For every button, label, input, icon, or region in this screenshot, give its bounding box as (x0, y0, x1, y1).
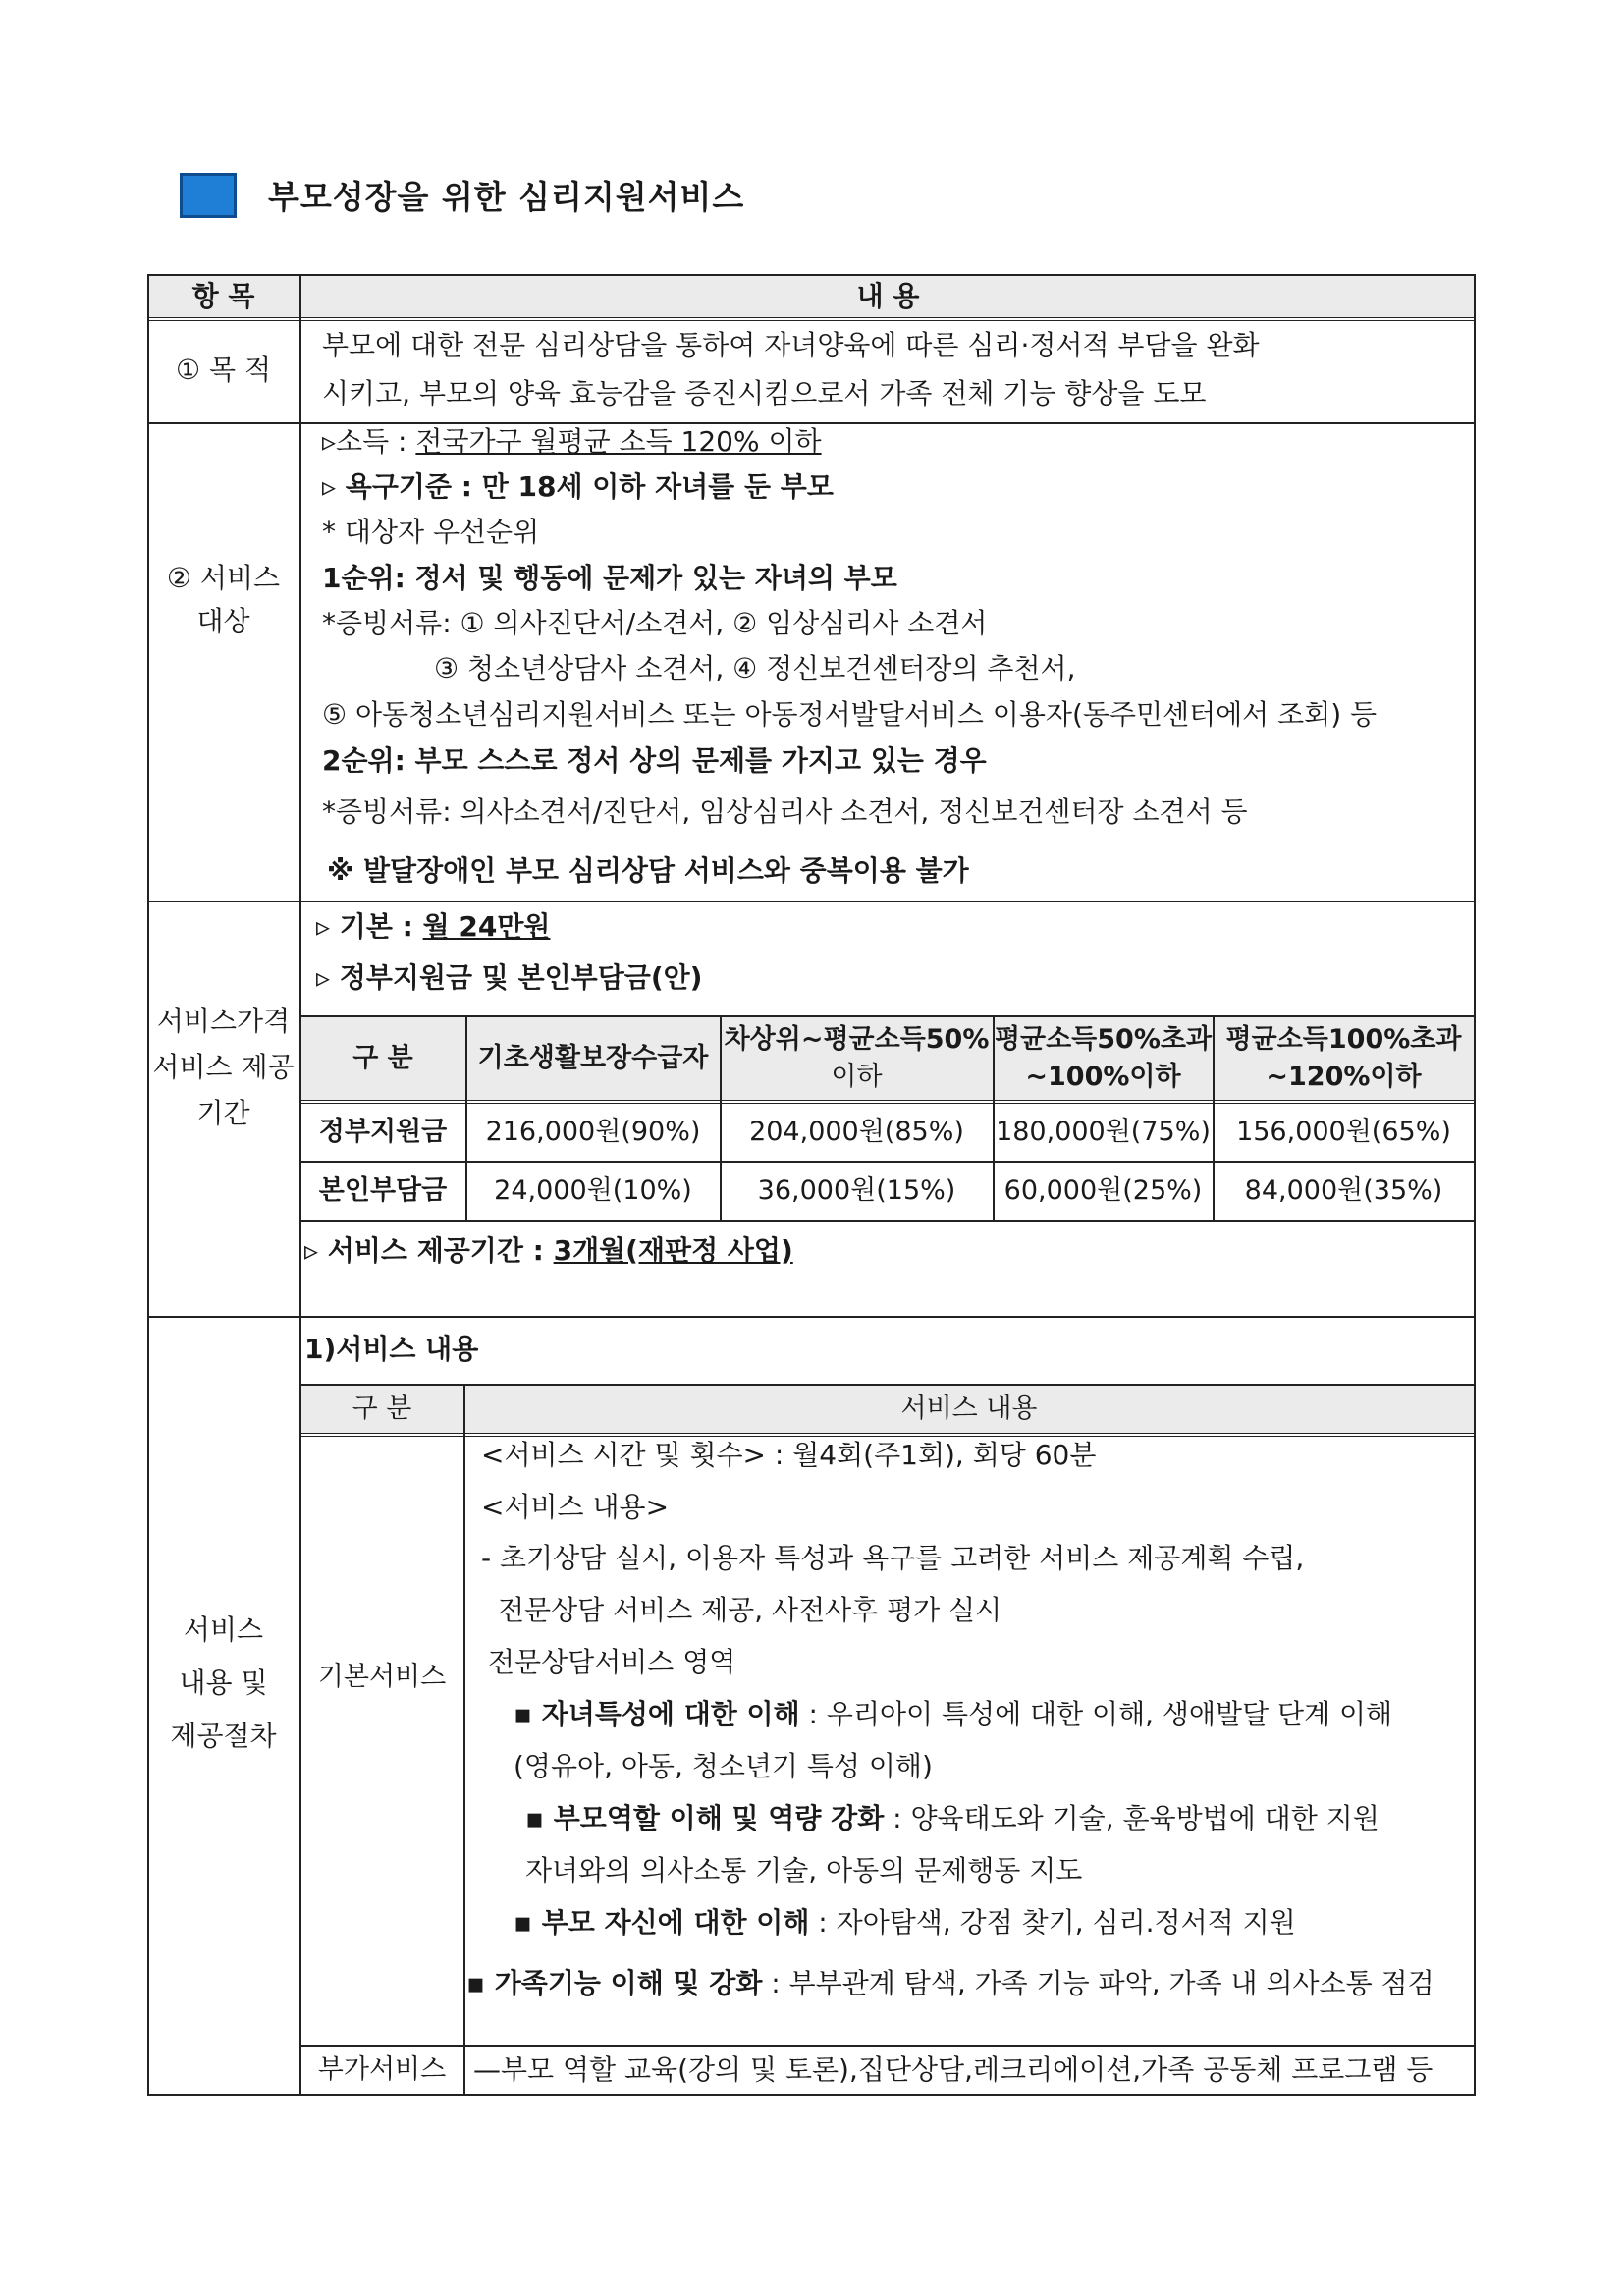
income-prefix: ▹소득 : (322, 425, 416, 458)
area-desc: : 양육태도와 기술, 훈육방법에 대한 지원 (884, 1802, 1380, 1834)
price-cell: 216,000원(90%) (485, 1117, 701, 1147)
price-cell: 180,000원(75%) (996, 1117, 1211, 1147)
duplicate-use-notice: ※ 발달장애인 부모 심리상담 서비스와 중복이용 불가 (327, 854, 969, 887)
priority-2-docs: *증빙서류: 의사소견서/진단서, 임상심리사 소견서, 정신보건센터장 소견서 등 (322, 795, 1248, 828)
basic-service-line: (영유아, 아동, 청소년기 특성 이해) (514, 1750, 933, 1782)
price-label-line: 기간 (196, 1097, 250, 1129)
content-table-line (300, 1433, 1476, 1437)
priority-1-docs: *증빙서류: ① 의사진단서/소견서, ② 임상심리사 소견서 (322, 607, 988, 639)
base-price (316, 910, 550, 944)
document-title: 부모성장을 위한 심리지원서비스 (268, 178, 745, 216)
extra-service-text: —부모 역할 교육(강의 및 토론),집단상담,레크리에이션,가족 공동체 프로그램 등 (473, 2053, 1434, 2086)
basic-service-line (514, 1906, 1296, 1940)
price-table-header (1214, 1017, 1474, 1100)
square-bullet-icon (180, 173, 237, 218)
income-value: 전국가구 월평균 소득 120% 이하 (415, 425, 822, 458)
basic-service-line: 전문상담서비스 영역 (488, 1646, 736, 1678)
purpose-label: ① 목 적 (176, 354, 271, 386)
basic-service-line: 자녀와의 의사소통 기술, 아동의 문제행동 지도 (525, 1854, 1083, 1886)
price-label (147, 998, 299, 1136)
service-period-value: 3개월(재판정 사업) (553, 1234, 793, 1267)
row-divider (147, 1316, 1476, 1318)
basic-service-line (514, 1698, 1392, 1731)
price-table-header (721, 1017, 993, 1100)
price-cell: 204,000원(85%) (749, 1117, 964, 1147)
content-label (147, 1604, 299, 1763)
price-table-header (994, 1017, 1213, 1100)
basic-service-line: - 초기상담 실시, 이용자 특성과 욕구를 고려한 서비스 제공계획 수립, (481, 1542, 1305, 1574)
price-table-line (300, 1220, 1476, 1222)
priority-2: 2순위: 부모 스스로 정서 상의 문제를 가지고 있는 경우 (322, 744, 987, 777)
price-cell: 36,000원(15%) (757, 1175, 956, 1206)
priority-1-docs: ⑤ 아동청소년심리지원서비스 또는 아동정서발달서비스 이용자(동주민센터에서 조회) 등 (322, 698, 1378, 731)
price-cell: 156,000원(65%) (1236, 1117, 1451, 1147)
price-table-header-line: 이하 (831, 1062, 883, 1092)
priority-1-docs: ③ 청소년상담사 소견서, ④ 정신보건센터장의 추천서, (434, 652, 1076, 684)
share-title: ▹ 정부지원금 및 본인부담금(안) (316, 961, 703, 994)
basic-service-line: <서비스 내용> (481, 1491, 670, 1523)
priority-note: * 대상자 우선순위 (322, 516, 540, 548)
content-table-line (463, 1384, 465, 2096)
basic-service-line (466, 1967, 1434, 2000)
area-title: ▪ 가족기능 이해 및 강화 (466, 1967, 763, 1999)
area-title: ▪ 부모역할 이해 및 역량 강화 (525, 1802, 885, 1834)
content-label-line: 내용 및 (179, 1667, 268, 1699)
row-label-self: 본인부담금 (318, 1175, 448, 1206)
price-table-header-line: 평균소득100%초과 (1225, 1024, 1462, 1055)
basic-service-label: 기본서비스 (317, 1662, 447, 1692)
content-label-line: 제공절차 (170, 1720, 277, 1752)
row-divider (147, 422, 1476, 424)
content-section-title: 1)서비스 내용 (304, 1333, 479, 1365)
area-title: ▪ 자녀특성에 대한 이해 (514, 1698, 800, 1730)
header-item: 항 목 (191, 280, 255, 312)
price-table-header-line: ~100%이하 (1025, 1062, 1181, 1092)
area-desc: : 우리아이 특성에 대한 이해, 생애발달 단계 이해 (799, 1698, 1393, 1730)
target-label-line: 대상 (196, 605, 250, 637)
table-border-left (147, 274, 149, 2096)
price-cell: 84,000원(35%) (1244, 1175, 1443, 1206)
row-label-government: 정부지원금 (318, 1117, 448, 1147)
price-table-header-line: ~120%이하 (1266, 1062, 1422, 1092)
target-label-line: ② 서비스 (166, 562, 281, 594)
service-table (147, 274, 1476, 2096)
base-price-value: 월 24만원 (422, 910, 551, 943)
basic-service-line: 전문상담 서비스 제공, 사전사후 평가 실시 (498, 1594, 1002, 1626)
basic-service-line: <서비스 시간 및 횟수> : 월4회(주1회), 회당 60분 (481, 1439, 1097, 1471)
price-table-header: 구 분 (352, 1043, 413, 1073)
content-col-header: 서비스 내용 (900, 1394, 1038, 1424)
row-divider (147, 901, 1476, 902)
content-label-line: 서비스 (183, 1613, 264, 1646)
extra-service-label: 부가서비스 (317, 2054, 447, 2085)
purpose-line: 시키고, 부모의 양육 효능감을 증진시킴으로서 가족 전체 기능 향상을 도모 (322, 377, 1207, 410)
service-period-prefix: ▹ 서비스 제공기간 : (304, 1234, 554, 1267)
content-col-header: 구 분 (352, 1394, 412, 1424)
area-desc: : 부부관계 탐색, 가족 기능 파악, 가족 내 의사소통 점검 (762, 1967, 1434, 1999)
priority-1: 1순위: 정서 및 행동에 문제가 있는 자녀의 부모 (322, 562, 897, 594)
basic-service-line (525, 1802, 1380, 1835)
area-title: ▪ 부모 자신에 대한 이해 (514, 1906, 810, 1939)
price-cell: 60,000원(25%) (1003, 1175, 1203, 1206)
target-label (147, 557, 299, 643)
table-border-bottom (147, 2094, 1476, 2096)
base-price-prefix: ▹ 기본 : (316, 910, 423, 943)
area-desc: : 자아탐색, 강점 찾기, 심리.정서적 지원 (809, 1906, 1296, 1939)
document-title-bar (180, 172, 744, 218)
price-table-header: 기초생활보장수급자 (477, 1043, 709, 1073)
content-table-line (300, 2045, 1476, 2047)
price-table-header-line: 평균소득50%초과 (994, 1024, 1213, 1055)
price-label-line: 서비스 제공 (152, 1051, 295, 1083)
price-table-header-line: 차상위~평균소득50% (724, 1024, 990, 1055)
price-label-line: 서비스가격 (156, 1005, 291, 1037)
table-border-right (1474, 274, 1476, 2096)
header-content: 내 용 (856, 280, 920, 312)
service-period (304, 1234, 793, 1268)
income-criteria (322, 425, 822, 459)
need-criteria: ▹ 욕구기준 : 만 18세 이하 자녀를 둔 부모 (322, 470, 834, 503)
price-cell: 24,000원(10%) (494, 1175, 692, 1206)
purpose-line: 부모에 대한 전문 심리상담을 통하여 자녀양육에 따른 심리·정서적 부담을 완화 (322, 329, 1260, 361)
